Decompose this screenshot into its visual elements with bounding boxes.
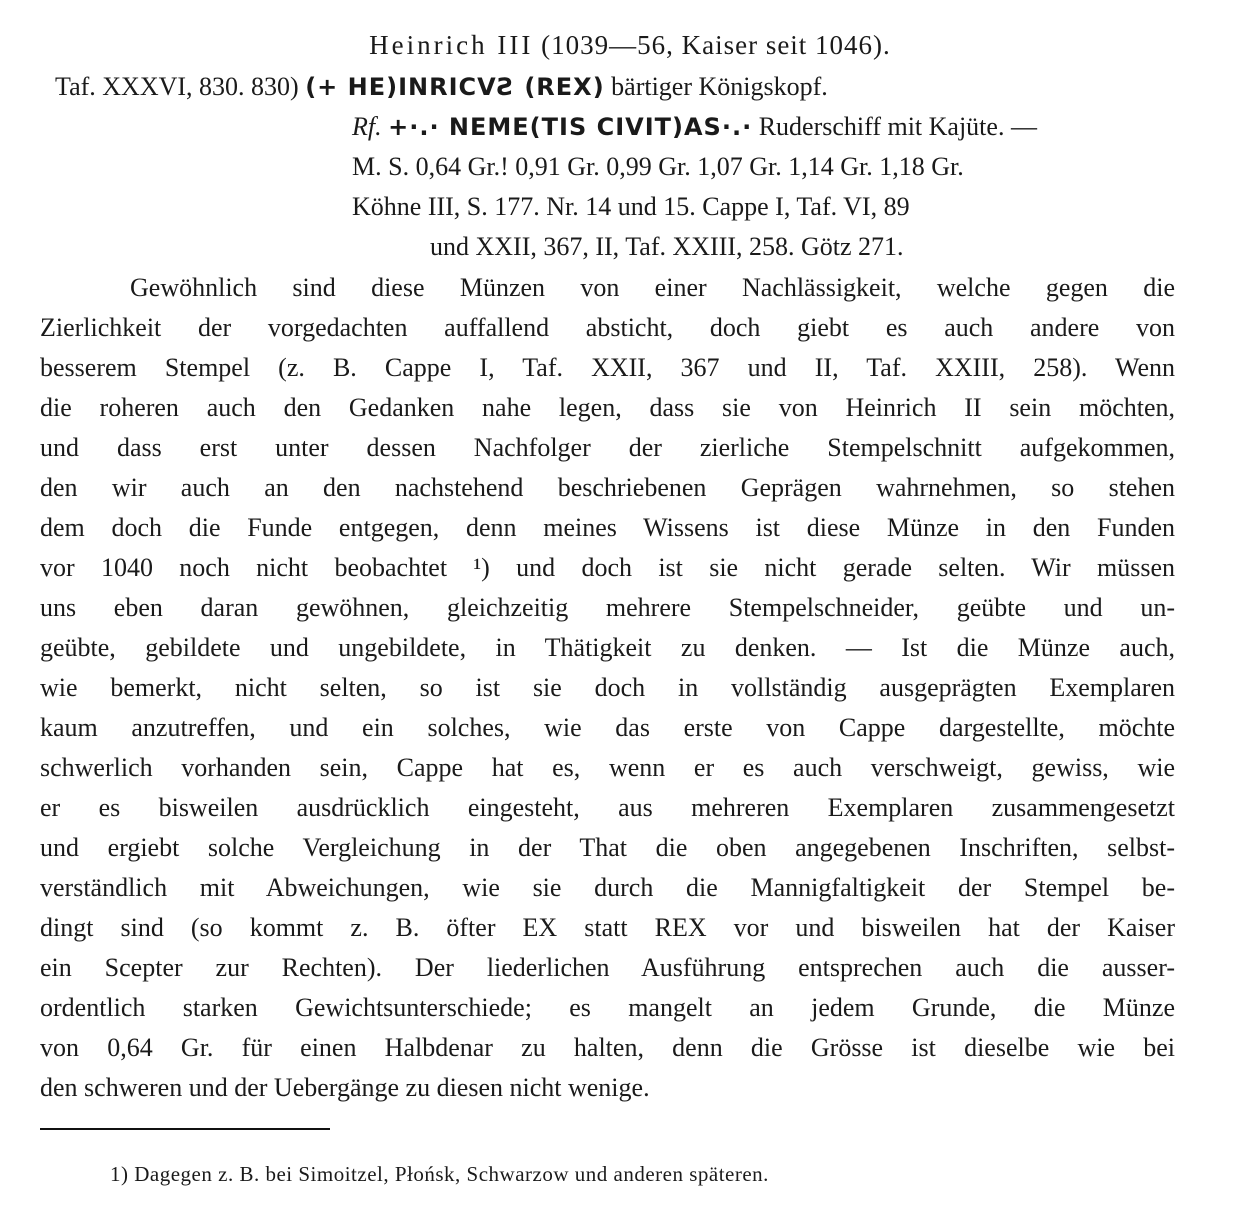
body-line: die roheren auch den Gedanken nahe legen, dass sie von Heinrich II sein möchten, [40,393,1175,422]
body-line: den schweren und der Uebergänge zu diesen nicht wenige. [40,1073,650,1102]
body-line: Gewöhnlich sind diese Münzen von einer Nachlässigkeit, welche gegen die [130,273,1175,302]
body-line: ein Scepter zur Rechten). Der liederlichen Ausführung entsprechen auch die ausser- [40,953,1175,982]
reverse-label: Rf. [352,112,382,141]
body-line: von 0,64 Gr. für einen Halbdenar zu halten, denn die Grösse ist dieselbe wie bei [40,1033,1175,1062]
literature-line-1: Köhne III, S. 177. Nr. 14 und 15. Cappe I, Taf. VI, 89 [352,192,910,221]
body-line: verständlich mit Abweichungen, wie sie durch die Mannigfaltigkeit der Stempel be- [40,873,1175,902]
reverse-legend: +·.· NEME(TIS CIVIT)AS·.· [388,113,753,141]
body-line: besserem Stempel (z. B. Cappe I, Taf. XXII, 367 und II, Taf. XXIII, 258). Wenn [40,353,1175,382]
entry-line-2 [352,112,1037,142]
body-line: dem doch die Funde entgegen, denn meines Wissens ist diese Münze in den Funden [40,513,1175,542]
weights-line: M. S. 0,64 Gr.! 0,91 Gr. 0,99 Gr. 1,07 Gr. 1,14 Gr. 1,18 Gr. [352,152,964,181]
body-line: und dass erst unter dessen Nachfolger der zierliche Stempelschnitt aufgekommen, [40,433,1175,462]
entry-number: 830) [251,72,299,101]
reverse-description: Ruderschiff mit Kajüte. — [758,112,1037,141]
body-line: schwerlich vorhanden sein, Cappe hat es, wenn er es auch verschweigt, gewiss, wie [40,753,1175,782]
footnote-separator [40,1128,330,1130]
body-line: geübte, gebildete und ungebildete, in Thätigkeit zu denken. — Ist die Münze auch, [40,633,1175,662]
body-line: den wir auch an den nachstehend beschriebenen Geprägen wahrnehmen, so stehen [40,473,1175,502]
body-line: und ergiebt solche Vergleichung in der That die oben angegebenen Inschriften, selbst- [40,833,1175,862]
body-line: vor 1040 noch nicht beobachtet ¹) und doch ist sie nicht gerade selten. Wir müssen [40,553,1175,582]
plate-reference: Taf. XXXVI, 830. [55,72,245,101]
footnote: 1) Dagegen z. B. bei Simoitzel, Płońsk, Schwarzow und anderen späteren. [110,1162,769,1186]
literature-line-2: und XXII, 367, II, Taf. XXIII, 258. Götz 271. [430,232,904,261]
obverse-description: bärtiger Königskopf. [611,72,828,101]
body-line: Zierlichkeit der vorgedachten auffallend absticht, doch giebt es auch andere von [40,313,1175,342]
body-line: ordentlich starken Gewichtsunterschiede; es mangelt an jedem Grunde, die Münze [40,993,1175,1022]
body-line: dingt sind (so kommt z. B. öfter EX statt REX vor und bisweilen hat der Kaiser [40,913,1175,942]
obverse-legend: (+ HE)INRICVƧ (REX) [305,73,605,101]
entry-line-1 [55,72,828,102]
section-heading [0,30,1260,61]
body-line: wie bemerkt, nicht selten, so ist sie doch in vollständig ausgeprägten Exemplaren [40,673,1175,702]
body-line: uns eben daran gewöhnen, gleichzeitig mehrere Stempelschneider, geübte und un- [40,593,1175,622]
ruler-name: Heinrich III [369,30,534,60]
ruler-dates: (1039—56, Kaiser seit 1046). [541,30,891,60]
body-line: er es bisweilen ausdrücklich eingesteht, aus mehreren Exemplaren zusammengesetzt [40,793,1175,822]
body-line: kaum anzutreffen, und ein solches, wie das erste von Cappe dargestellte, möchte [40,713,1175,742]
